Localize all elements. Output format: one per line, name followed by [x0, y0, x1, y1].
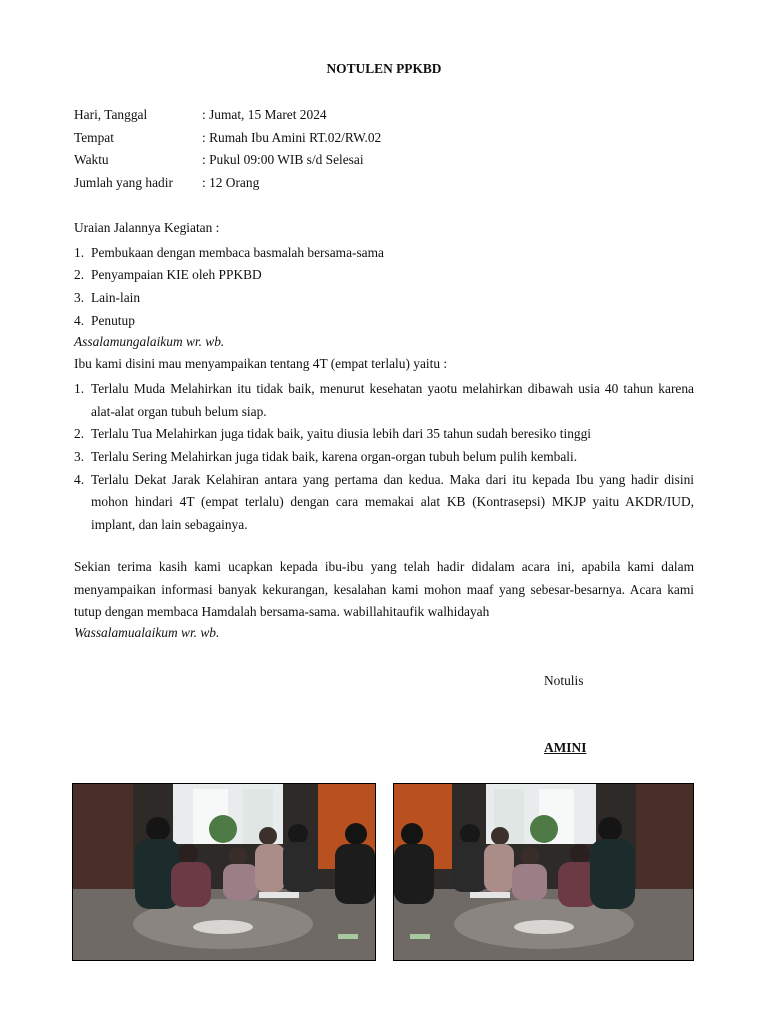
agenda-section: [74, 219, 694, 537]
point-item: 2. Terlalu Tua Melahirkan juga tidak baik, yaitu diusia lebih dari 35 tahun sudah beresiko tinggi: [74, 426, 591, 442]
meta-value: : Jumat, 15 Maret 2024: [202, 107, 327, 122]
meta-value: : 12 Orang: [202, 175, 260, 191]
signature-name: AMINI: [544, 740, 587, 755]
meta-label: Tempat: [74, 129, 114, 145]
agenda-heading: Uraian Jalannya Kegiatan :: [74, 220, 220, 235]
intro-text: Ibu kami disini mau menyampaikan tentang 4T (empat terlalu) yaitu :: [74, 356, 448, 372]
meeting-photo-right: [393, 783, 694, 961]
agenda-item: 2. Penyampaian KIE oleh PPKBD: [74, 267, 262, 283]
document-title: NOTULEN PPKBD: [326, 61, 442, 76]
meeting-photo-left: [72, 783, 376, 961]
meta-row-place: [74, 129, 381, 152]
signature-role: Notulis: [544, 673, 584, 688]
meeting-info: [74, 106, 381, 197]
farewell: Wassalamualaikum wr. wb.: [74, 625, 220, 641]
meta-row-time: [74, 151, 381, 174]
meta-row-date: [74, 106, 381, 129]
meta-value: : Pukul 09:00 WIB s/d Selesai: [202, 152, 364, 168]
point-item: 3. Terlalu Sering Melahirkan juga tidak baik, karena organ-organ tubuh belum pulih kembali.: [74, 448, 578, 464]
agenda-item: 1. Pembukaan dengan membaca basmalah bersama-sama: [74, 244, 384, 260]
meta-value: : Rumah Ibu Amini RT.02/RW.02: [202, 129, 382, 145]
meta-label: Waktu: [74, 152, 109, 168]
closing-paragraph: Sekian terima kasih kami ucapkan kepada ibu-ibu yang telah hadir didalam acara ini, apabila kami dalam menyampaikan informasi banyak kekurangan, kesalahan kami mohon maaf yang sebesar-besarnya. Acara kami tutup dengan membaca Hamdalah bersama-sama. wabillahitaufik walhidayah: [74, 559, 694, 620]
greeting: Assalamungalaikum wr. wb.: [74, 333, 225, 349]
meta-row-attendance: [74, 174, 381, 197]
point-item: 4. Terlalu Dekat Jarak Kelahiran antara yang pertama dan kedua. Maka dari itu kepada Ibu yang hadir disini mohon hindari 4T (empat terlalu) dengan cara memakai alat KB (Kontrasepsi) MKJP yaitu AKDR/IUD, implant, dan lain sebagainya.: [74, 471, 694, 533]
meta-label: Jumlah yang hadir: [74, 175, 173, 191]
agenda-item: 4. Penutup: [74, 312, 135, 328]
agenda-item: 3. Lain-lain: [74, 290, 141, 306]
closing-section: [74, 556, 694, 647]
meta-label: Hari, Tanggal: [74, 107, 148, 122]
point-item: 1. Terlalu Muda Melahirkan itu tidak baik, menurut kesehatan yaotu melahirkan dibawah usia 40 tahun karena alat-alat organ tubuh belum siap.: [74, 380, 694, 419]
